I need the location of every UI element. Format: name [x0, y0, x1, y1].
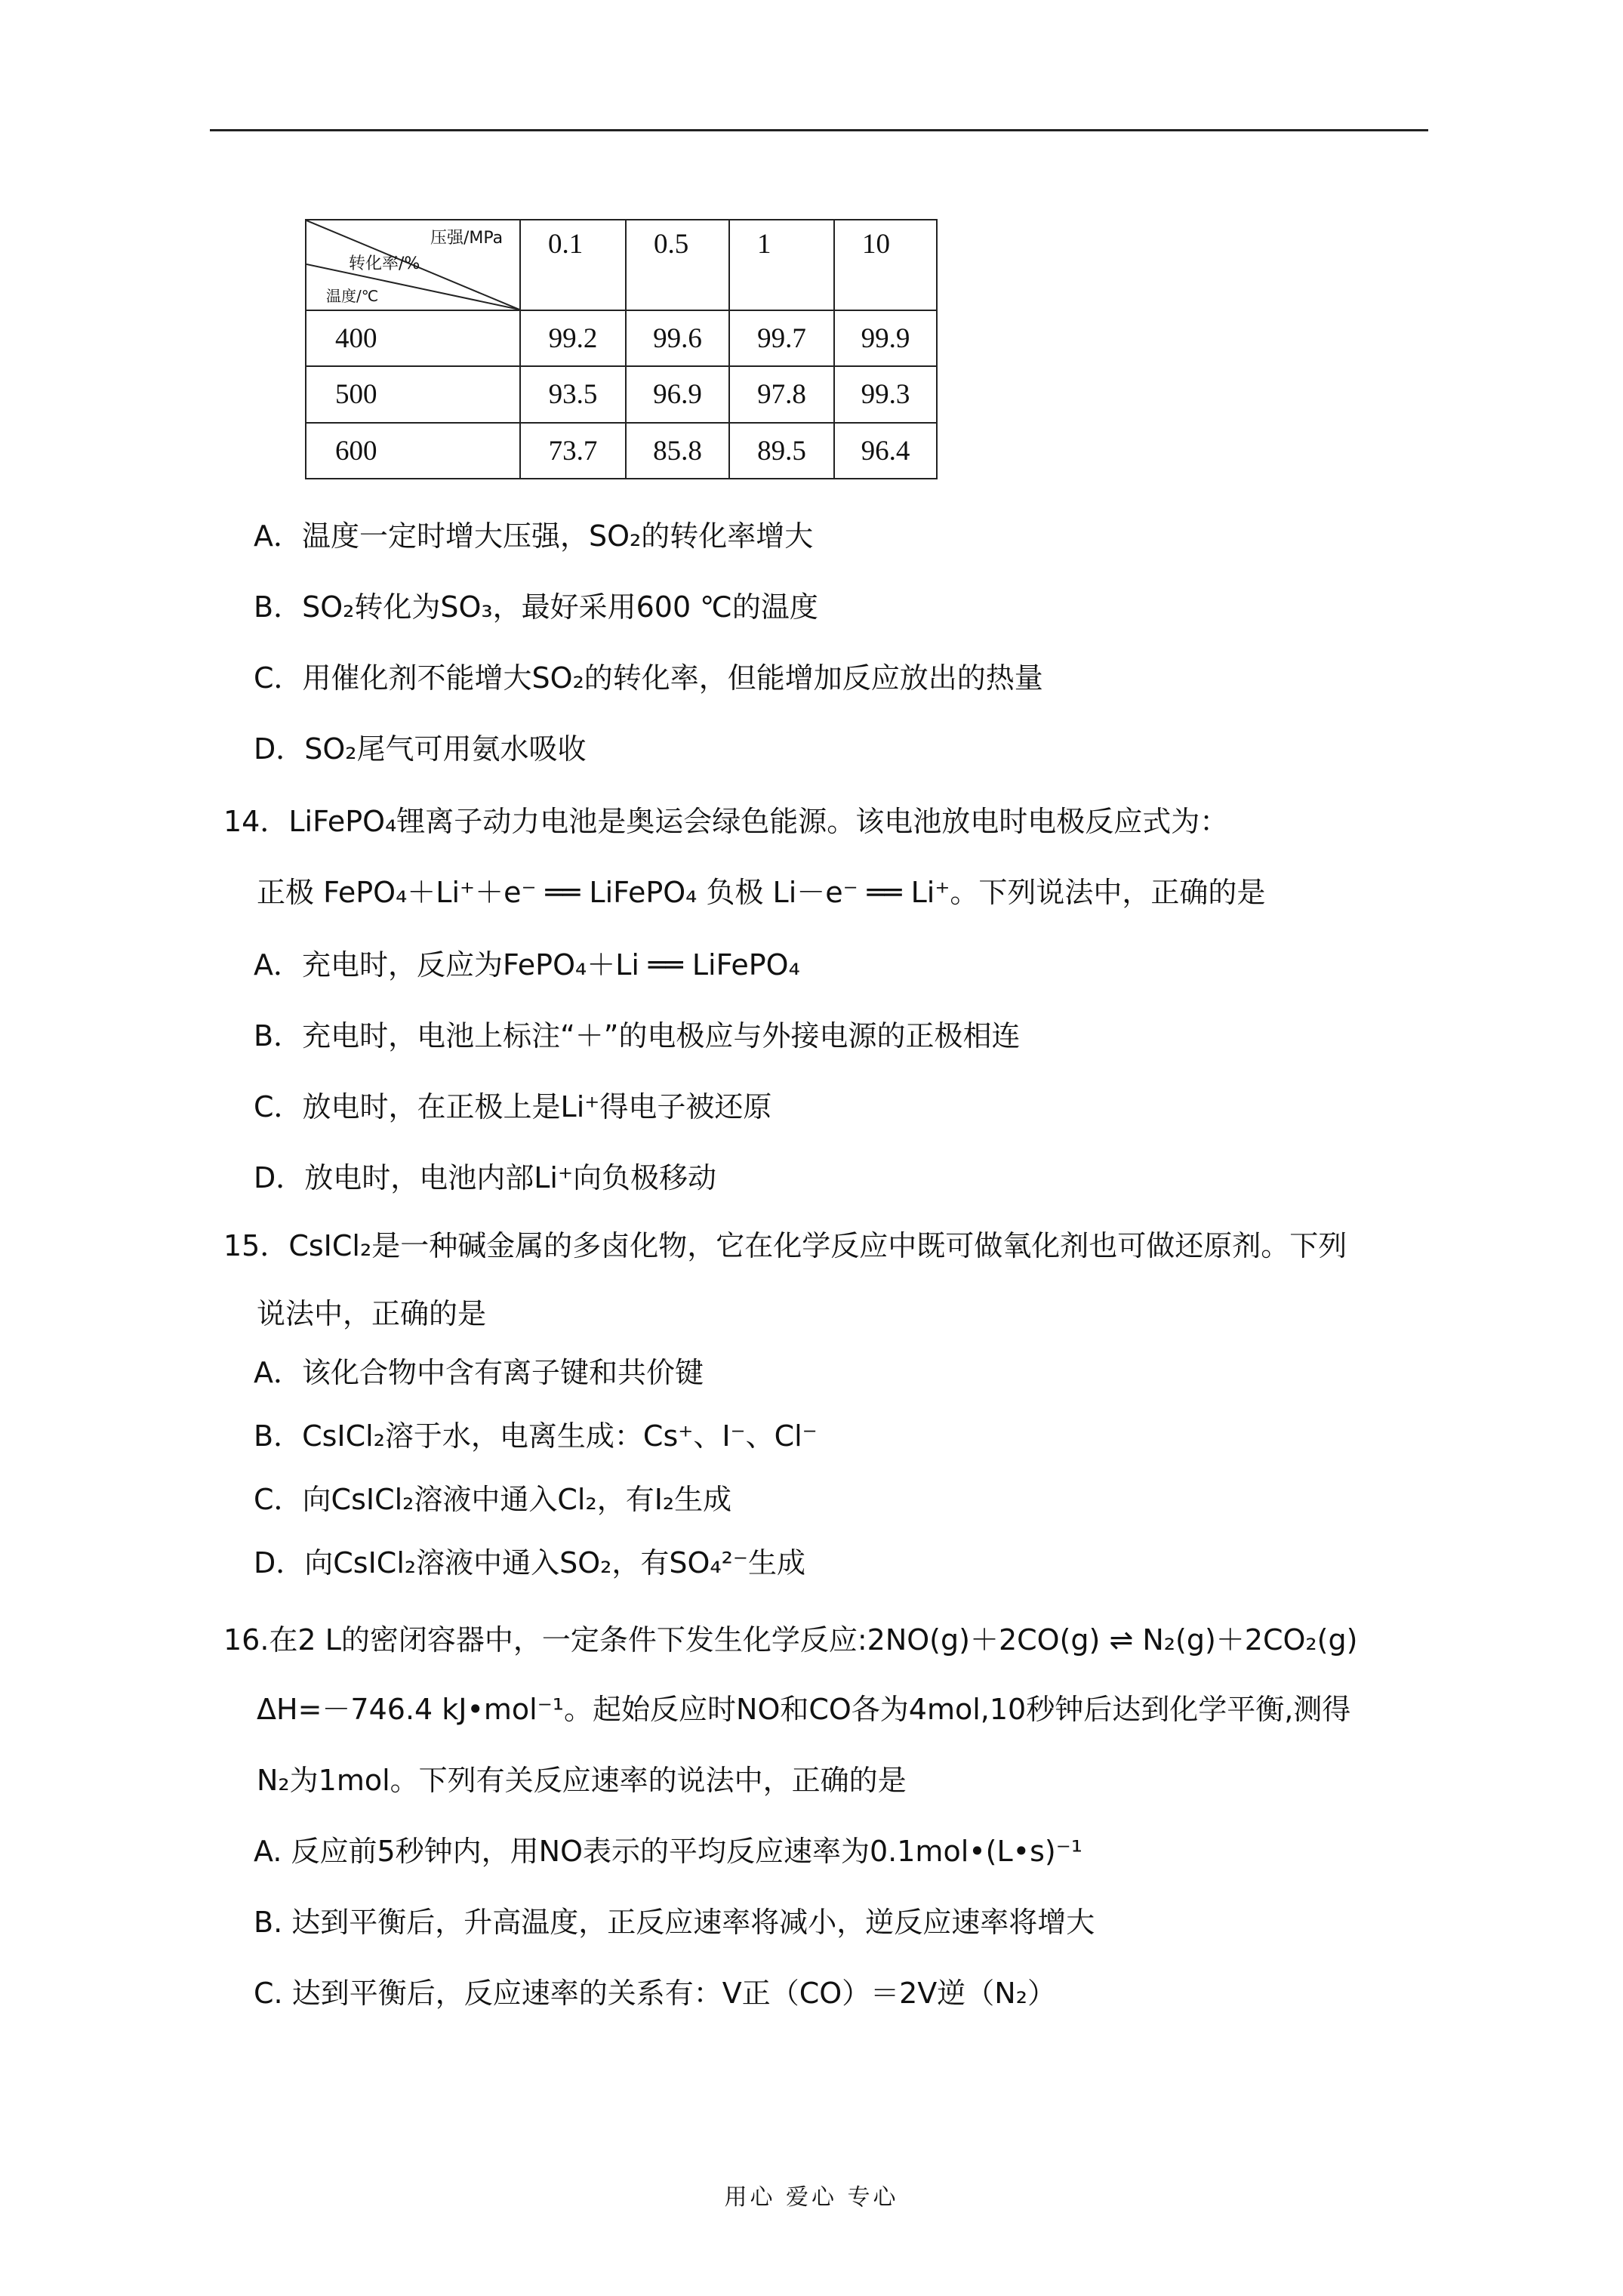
temperature-cell: 500: [306, 366, 520, 423]
temperature-cell: 400: [306, 310, 520, 366]
conversion-table: [305, 219, 938, 479]
table-corner-cell: [306, 220, 520, 310]
conversion-cell: 93.5: [520, 366, 626, 423]
page-footer: 用心 爱心 专心: [724, 2184, 899, 2211]
header-rule: [210, 129, 1428, 131]
q15-stem: 15．CsICl₂是一种碱金属的多卤化物，它在化学反应中既可做氧化剂也可做还原剂。下列: [223, 1229, 1347, 1262]
q13-option-b: B．SO₂转化为SO₃，最好采用600 ℃的温度: [254, 590, 818, 624]
q14-option-c: C．放电时，在正极上是Li⁺得电子被还原: [254, 1090, 772, 1123]
q16-option-a: A. 反应前5秒钟内，用NO表示的平均反应速率为0.1mol•(L•s)⁻¹: [254, 1835, 1083, 1868]
conversion-cell: 99.7: [729, 310, 834, 366]
q13-option-c: C．用催化剂不能增大SO₂的转化率，但能增加反应放出的热量: [254, 661, 1043, 695]
conversion-cell: 73.7: [520, 423, 626, 479]
q15-option-a: A．该化合物中含有离子键和共价键: [254, 1356, 704, 1389]
conversion-table-block: [305, 219, 938, 479]
temperature-axis-label: 温度/℃: [326, 287, 379, 305]
q16-stem: 16.在2 L的密闭容器中，一定条件下发生化学反应:2NO(g)＋2CO(g) ⇌ N₂(g)＋2CO₂(g): [223, 1623, 1358, 1657]
table-header-row: [306, 220, 937, 310]
q16-stem-continued: ΔH=－746.4 kJ•mol⁻¹。起始反应时NO和CO各为4mol,10秒钟后达到化学平衡,测得: [257, 1693, 1351, 1726]
conversion-cell: 96.9: [626, 366, 729, 423]
conversion-cell: 97.8: [729, 366, 834, 423]
q16-option-b: B. 达到平衡后，升高温度，正反应速率将减小，逆反应速率将增大: [254, 1906, 1095, 1939]
conversion-cell: 99.3: [834, 366, 937, 423]
pressure-header: 0.5: [626, 220, 729, 310]
conversion-cell: 85.8: [626, 423, 729, 479]
pressure-header: 0.1: [520, 220, 626, 310]
table-row: [306, 423, 937, 479]
conversion-cell: 99.6: [626, 310, 729, 366]
pressure-header: 10: [834, 220, 937, 310]
q14-equation: 正极 FePO₄＋Li⁺＋e⁻ ══ LiFePO₄ 负极 Li－e⁻ ══ Li⁺。下列说法中，正确的是: [257, 876, 1266, 909]
q14-option-d: D．放电时，电池内部Li⁺向负极移动: [254, 1161, 717, 1194]
q15-option-d: D．向CsICl₂溶液中通入SO₂，有SO₄²⁻生成: [254, 1546, 805, 1579]
table-row: [306, 310, 937, 366]
q15-option-b: B．CsICl₂溶于水，电离生成：Cs⁺、I⁻、Cl⁻: [254, 1419, 818, 1453]
q15-option-c: C．向CsICl₂溶液中通入Cl₂，有I₂生成: [254, 1483, 732, 1516]
conversion-cell: 89.5: [729, 423, 834, 479]
conversion-cell: 99.2: [520, 310, 626, 366]
q13-option-d: D．SO₂尾气可用氨水吸收: [254, 732, 587, 766]
q14-option-b: B．充电时，电池上标注“＋”的电极应与外接电源的正极相连: [254, 1019, 1021, 1052]
q13-option-a: A．温度一定时增大压强，SO₂的转化率增大: [254, 519, 814, 553]
table-row: [306, 366, 937, 423]
conversion-cell: 96.4: [834, 423, 937, 479]
pressure-header: 1: [729, 220, 834, 310]
q14-stem: 14．LiFePO₄锂离子动力电池是奥运会绿色能源。该电池放电时电极反应式为：: [223, 805, 1229, 838]
conversion-axis-label: 转化率/%: [349, 254, 420, 273]
temperature-cell: 600: [306, 423, 520, 479]
conversion-cell: 99.9: [834, 310, 937, 366]
pressure-axis-label: 压强/MPa: [430, 229, 504, 248]
q16-stem-continued-2: N₂为1mol。下列有关反应速率的说法中，正确的是: [257, 1764, 907, 1797]
q14-option-a: A．充电时，反应为FePO₄＋Li ══ LiFePO₄: [254, 948, 800, 982]
q15-stem-continued: 说法中，正确的是: [257, 1297, 487, 1330]
q16-option-c: C. 达到平衡后，反应速率的关系有：V正（CO）＝2V逆（N₂）: [254, 1977, 1056, 2010]
